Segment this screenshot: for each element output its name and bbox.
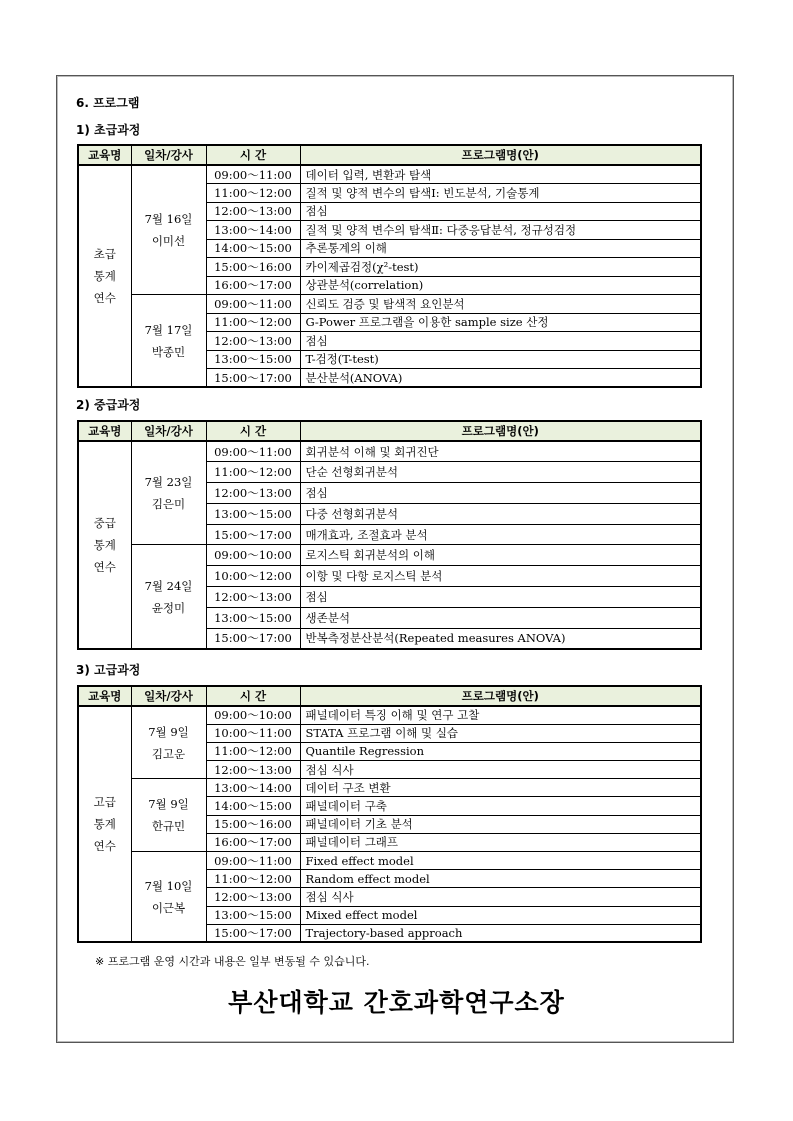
day-instructor — [131, 779, 206, 852]
session-date: 7월 9일 — [148, 797, 189, 812]
header-day-instructor: 일차/강사 — [131, 421, 206, 441]
session-time: 10:00～12:00 — [206, 566, 300, 587]
session-time: 15:00～17:00 — [206, 924, 300, 942]
program-name: Mixed effect model — [300, 906, 701, 924]
session-time: 14:00～15:00 — [206, 239, 300, 258]
section-title: 6. 프로그램 — [76, 96, 140, 110]
session-time: 12:00～13:00 — [206, 332, 300, 351]
header-program: 프로그램명(안) — [300, 145, 701, 165]
table-row — [78, 779, 701, 797]
day-instructor — [131, 706, 206, 779]
session-time: 16:00～17:00 — [206, 833, 300, 851]
session-time: 12:00～13:00 — [206, 202, 300, 221]
header-day-instructor: 일차/강사 — [131, 145, 206, 165]
session-time: 10:00～11:00 — [206, 724, 300, 742]
course-name: 초급 통계 연수 — [78, 165, 131, 387]
footer-signature: 부산대학교 간호과학연구소장 — [228, 988, 565, 1017]
program-name: STATA 프로그램 이해 및 실습 — [300, 724, 701, 742]
program-name: 패널데이터 구축 — [300, 797, 701, 815]
header-course: 교육명 — [78, 421, 131, 441]
program-name: 이항 및 다항 로지스틱 분석 — [300, 566, 701, 587]
instructor-name: 이미선 — [151, 234, 186, 248]
instructor-name: 박종민 — [151, 344, 186, 359]
program-name: 분산분석(ANOVA) — [300, 369, 701, 388]
header-program: 프로그램명(안) — [300, 421, 701, 441]
instructor-name: 김고운 — [151, 746, 186, 761]
session-time: 11:00～12:00 — [206, 313, 300, 332]
header-day-instructor: 일차/강사 — [131, 686, 206, 706]
program-name: 패널데이터 기초 분석 — [300, 815, 701, 833]
session-date: 7월 24일 — [144, 578, 193, 593]
session-time: 13:00～15:00 — [206, 906, 300, 924]
session-time: 09:00～10:00 — [206, 545, 300, 566]
session-time: 13:00～14:00 — [206, 221, 300, 240]
course-name: 중급 통계 연수 — [78, 441, 131, 649]
program-name: 점심 — [300, 483, 701, 504]
session-time: 09:00～11:00 — [206, 852, 300, 870]
day-instructor — [131, 441, 206, 545]
session-date: 7월 23일 — [144, 475, 193, 490]
day-instructor — [131, 295, 206, 388]
session-time: 15:00～17:00 — [206, 524, 300, 545]
program-name: 패널데이터 특징 이해 및 연구 고찰 — [300, 706, 701, 724]
session-time: 12:00～13:00 — [206, 587, 300, 608]
section-heading: 1) 초급과정 — [76, 123, 141, 137]
session-time: 12:00～13:00 — [206, 761, 300, 779]
program-name: 추론통계의 이해 — [300, 239, 701, 258]
change-notice: ※ 프로그램 운영 시간과 내용은 일부 변동될 수 있습니다. — [95, 955, 370, 968]
session-time: 13:00～15:00 — [206, 503, 300, 524]
session-time: 15:00～16:00 — [206, 258, 300, 277]
program-name: 점심 식사 — [300, 761, 701, 779]
program-name: 점심 — [300, 202, 701, 221]
table-row — [78, 165, 701, 184]
session-date: 7월 9일 — [148, 724, 189, 739]
program-name: 점심 — [300, 587, 701, 608]
table-row — [78, 706, 701, 724]
session-time: 09:00～11:00 — [206, 165, 300, 184]
table-row — [78, 441, 701, 462]
program-name: 점심 식사 — [300, 888, 701, 906]
header-course: 교육명 — [78, 686, 131, 706]
day-instructor — [131, 545, 206, 649]
session-time: 16:00～17:00 — [206, 276, 300, 295]
program-name: 다중 선형회귀분석 — [300, 503, 701, 524]
program-name: Quantile Regression — [300, 742, 701, 760]
program-name: 반복측정분산분석(Repeated measures ANOVA) — [300, 628, 701, 649]
session-time: 13:00～14:00 — [206, 779, 300, 797]
session-date: 7월 16일 — [144, 212, 193, 226]
program-table — [77, 685, 702, 943]
day-instructor — [131, 165, 206, 295]
session-time: 11:00～12:00 — [206, 870, 300, 888]
session-time: 15:00～17:00 — [206, 628, 300, 649]
header-time: 시 간 — [206, 145, 300, 165]
session-time: 15:00～16:00 — [206, 815, 300, 833]
program-name: Fixed effect model — [300, 852, 701, 870]
session-date: 7월 17일 — [144, 322, 193, 337]
program-name: 단순 선형회귀분석 — [300, 462, 701, 483]
program-name: T-검정(T-test) — [300, 350, 701, 369]
header-program: 프로그램명(안) — [300, 686, 701, 706]
session-time: 13:00～15:00 — [206, 350, 300, 369]
header-course: 교육명 — [78, 145, 131, 165]
header-time: 시 간 — [206, 686, 300, 706]
table-row — [78, 295, 701, 314]
session-time: 11:00～12:00 — [206, 462, 300, 483]
section-heading: 3) 고급과정 — [76, 663, 141, 677]
instructor-name: 김은미 — [151, 497, 186, 512]
session-time: 12:00～13:00 — [206, 888, 300, 906]
session-time: 09:00～11:00 — [206, 441, 300, 462]
course-name: 고급 통계 연수 — [78, 706, 131, 942]
program-name: 패널데이터 그래프 — [300, 833, 701, 851]
program-name: 데이터 입력, 변환과 탐색 — [300, 165, 701, 184]
program-name: 질적 및 양적 변수의 탐색Ⅰ: 빈도분석, 기술통계 — [300, 184, 701, 203]
instructor-name: 이근복 — [151, 900, 186, 915]
session-time: 13:00～15:00 — [206, 607, 300, 628]
program-name: 생존분석 — [300, 607, 701, 628]
instructor-name: 윤정미 — [151, 600, 186, 615]
table-row — [78, 852, 701, 870]
session-time: 12:00～13:00 — [206, 483, 300, 504]
program-name: 로지스틱 회귀분석의 이해 — [300, 545, 701, 566]
program-name: 매개효과, 조절효과 분석 — [300, 524, 701, 545]
program-name: G-Power 프로그램을 이용한 sample size 산정 — [300, 313, 701, 332]
session-date: 7월 10일 — [144, 878, 193, 893]
session-time: 11:00～12:00 — [206, 742, 300, 760]
session-time: 14:00～15:00 — [206, 797, 300, 815]
section-heading: 2) 중급과정 — [76, 398, 141, 412]
program-name: 점심 — [300, 332, 701, 351]
day-instructor — [131, 852, 206, 943]
instructor-name: 한규민 — [151, 819, 186, 834]
program-name: 상관분석(correlation) — [300, 276, 701, 295]
header-time: 시 간 — [206, 421, 300, 441]
session-time: 15:00～17:00 — [206, 369, 300, 388]
program-name: 신뢰도 검증 및 탐색적 요인분석 — [300, 295, 701, 314]
table-row — [78, 545, 701, 566]
session-time: 09:00～10:00 — [206, 706, 300, 724]
program-name: 데이터 구조 변환 — [300, 779, 701, 797]
program-name: 질적 및 양적 변수의 탐색Ⅱ: 다중응답분석, 정규성검정 — [300, 221, 701, 240]
session-time: 11:00～12:00 — [206, 184, 300, 203]
program-name: 회귀분석 이해 및 회귀진단 — [300, 441, 701, 462]
program-name: Trajectory-based approach — [300, 924, 701, 942]
program-name: Random effect model — [300, 870, 701, 888]
program-name: 카이제곱검정(χ²-test) — [300, 258, 701, 277]
program-table — [77, 420, 702, 650]
session-time: 09:00～11:00 — [206, 295, 300, 314]
program-table — [77, 144, 702, 388]
